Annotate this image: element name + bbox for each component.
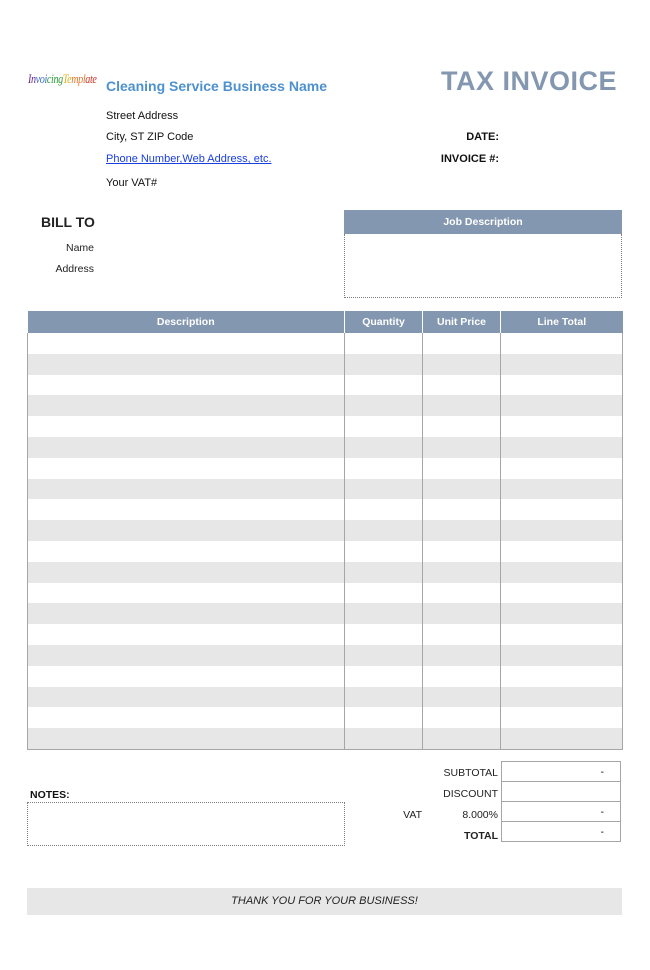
quantity-cell[interactable] [345,624,423,645]
table-row [28,520,623,541]
total-value: - [501,822,621,842]
quantity-cell[interactable] [345,354,423,375]
line-total-cell[interactable] [501,624,623,645]
quantity-cell[interactable] [345,437,423,458]
vat-label: VAT [403,809,422,821]
unit-price-cell[interactable] [423,687,501,708]
invoicing-template-logo: InvoicingTemplate [28,71,97,86]
table-row [28,687,623,708]
unit-price-cell[interactable] [423,395,501,416]
subtotal-label: SUBTOTAL [443,767,498,779]
table-row [28,666,623,687]
description-cell[interactable] [28,458,345,479]
table-row [28,333,623,354]
description-cell[interactable] [28,375,345,396]
job-description-field[interactable] [344,234,622,298]
description-cell[interactable] [28,499,345,520]
line-total-cell[interactable] [501,520,623,541]
description-cell[interactable] [28,645,345,666]
description-cell[interactable] [28,333,345,354]
discount-label: DISCOUNT [443,788,498,800]
discount-field[interactable] [501,782,621,802]
street-address: Street Address [106,110,179,122]
unit-price-cell[interactable] [423,354,501,375]
table-row [28,541,623,562]
quantity-cell[interactable] [345,479,423,500]
unit-price-cell[interactable] [423,333,501,354]
description-column-header: Description [28,311,345,333]
table-row [28,624,623,645]
quantity-column-header: Quantity [345,311,423,333]
table-row [28,728,623,749]
description-cell[interactable] [28,624,345,645]
unit-price-cell[interactable] [423,416,501,437]
unit-price-cell[interactable] [423,458,501,479]
line-total-cell[interactable] [501,645,623,666]
description-cell[interactable] [28,479,345,500]
invoice-title: TAX INVOICE [440,66,617,96]
line-total-cell[interactable] [501,375,623,396]
contact-link[interactable]: Phone Number,Web Address, etc. [106,153,272,165]
description-cell[interactable] [28,562,345,583]
quantity-cell[interactable] [345,375,423,396]
quantity-cell[interactable] [345,416,423,437]
table-row [28,416,623,437]
table-row [28,354,623,375]
quantity-cell[interactable] [345,395,423,416]
description-cell[interactable] [28,395,345,416]
unit-price-cell[interactable] [423,499,501,520]
unit-price-cell[interactable] [423,603,501,624]
unit-price-cell[interactable] [423,375,501,396]
thank-you-banner: THANK YOU FOR YOUR BUSINESS! [27,888,622,915]
line-total-cell[interactable] [501,541,623,562]
quantity-cell[interactable] [345,687,423,708]
table-row [28,603,623,624]
description-cell[interactable] [28,687,345,708]
line-total-cell[interactable] [501,333,623,354]
description-cell[interactable] [28,707,345,728]
description-cell[interactable] [28,437,345,458]
unit-price-cell[interactable] [423,520,501,541]
total-label: TOTAL [463,830,498,842]
quantity-cell[interactable] [345,728,423,749]
line-total-cell[interactable] [501,728,623,749]
line-total-cell[interactable] [501,562,623,583]
business-name: Cleaning Service Business Name [106,78,327,94]
description-cell[interactable] [28,416,345,437]
unit-price-cell[interactable] [423,666,501,687]
vat-number: Your VAT# [106,177,158,189]
line-total-cell[interactable] [501,479,623,500]
quantity-cell[interactable] [345,562,423,583]
bill-to-address-label: Address [55,263,94,275]
table-row [28,479,623,500]
bill-to-heading: BILL TO [41,214,95,230]
table-row [28,645,623,666]
line-total-cell[interactable] [501,687,623,708]
unit-price-cell[interactable] [423,479,501,500]
quantity-cell[interactable] [345,458,423,479]
table-row [28,707,623,728]
quantity-cell[interactable] [345,666,423,687]
line-total-column-header: Line Total [501,311,623,333]
quantity-cell[interactable] [345,583,423,604]
table-row [28,437,623,458]
description-cell[interactable] [28,666,345,687]
unit-price-cell[interactable] [423,541,501,562]
line-total-cell[interactable] [501,499,623,520]
date-label: DATE: [466,131,499,143]
unit-price-cell[interactable] [423,728,501,749]
unit-price-cell[interactable] [423,583,501,604]
description-cell[interactable] [28,520,345,541]
line-total-cell[interactable] [501,416,623,437]
line-total-cell[interactable] [501,603,623,624]
invoice-number-label: INVOICE #: [440,153,499,165]
table-row [28,395,623,416]
line-total-cell[interactable] [501,395,623,416]
quantity-cell[interactable] [345,541,423,562]
vat-value: - [501,802,621,822]
description-cell[interactable] [28,728,345,749]
table-row [28,458,623,479]
unit-price-cell[interactable] [423,437,501,458]
description-cell[interactable] [28,603,345,624]
notes-field[interactable] [27,802,345,846]
quantity-cell[interactable] [345,603,423,624]
description-cell[interactable] [28,583,345,604]
notes-label: NOTES: [30,789,70,801]
job-description-header: Job Description [344,210,622,234]
quantity-cell[interactable] [345,707,423,728]
line-total-cell[interactable] [501,437,623,458]
quantity-cell[interactable] [345,645,423,666]
table-row [28,583,623,604]
description-cell[interactable] [28,541,345,562]
unit-price-column-header: Unit Price [423,311,501,333]
line-total-cell[interactable] [501,583,623,604]
line-total-cell[interactable] [501,666,623,687]
table-row [28,499,623,520]
line-total-cell[interactable] [501,354,623,375]
table-row [28,375,623,396]
bill-to-name-label: Name [65,242,94,254]
unit-price-cell[interactable] [423,707,501,728]
subtotal-value: - [501,761,621,782]
quantity-cell[interactable] [345,499,423,520]
vat-rate: 8.000% [462,809,498,821]
unit-price-cell[interactable] [423,645,501,666]
quantity-cell[interactable] [345,520,423,541]
description-cell[interactable] [28,354,345,375]
line-total-cell[interactable] [501,707,623,728]
unit-price-cell[interactable] [423,562,501,583]
unit-price-cell[interactable] [423,624,501,645]
table-row [28,562,623,583]
line-total-cell[interactable] [501,458,623,479]
line-items-table [27,311,623,750]
city-state-zip: City, ST ZIP Code [106,131,194,143]
quantity-cell[interactable] [345,333,423,354]
